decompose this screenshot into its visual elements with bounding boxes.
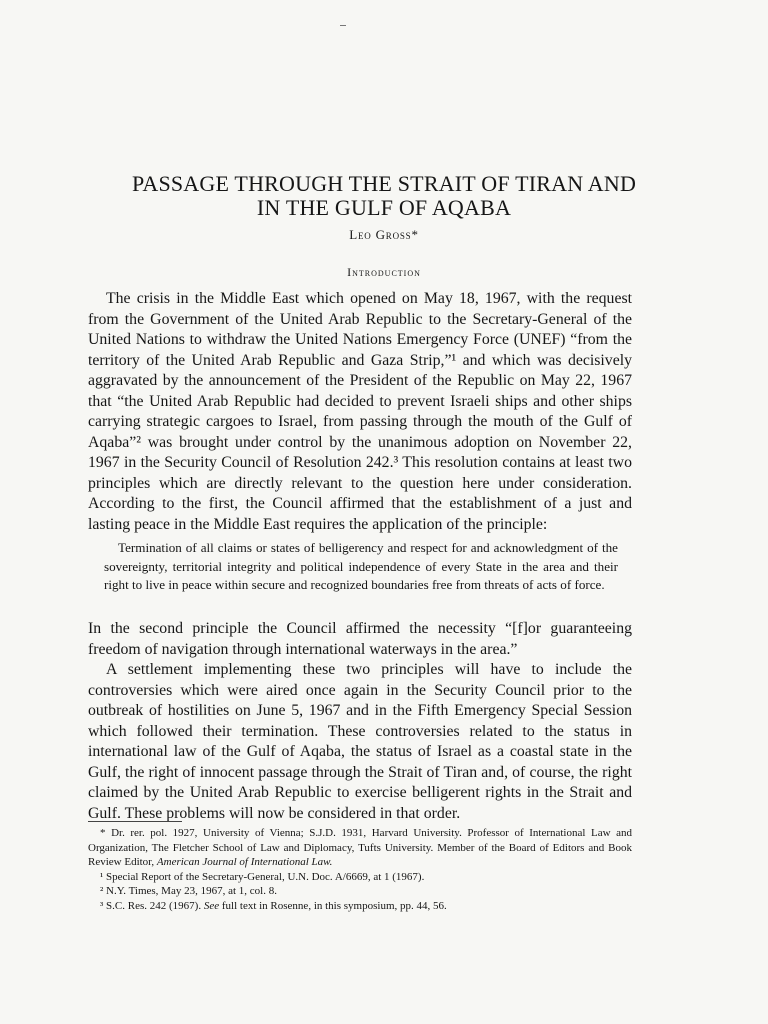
- article-title: [60, 172, 708, 220]
- block-quote: Termination of all claims or states of belligerency and respect for and acknowledgment of the sovereignty, territorial integrity and political independence of every State in the area and their right to live in peace within secure and recognized boundaries free from threats of acts of force.: [104, 540, 618, 593]
- footnote-3-source: ³ S.C. Res. 242 (1967).: [100, 899, 204, 912]
- footnote-rule: [88, 821, 182, 822]
- footnote-author-text: * Dr. rer. pol. 1927, University of Vienna; S.J.D. 1931, Harvard University. Professor of International Law and Organization, The Fletcher School of Law and Diplomacy, Tufts University. Member of the Board of Editors and Book Review Editor,: [88, 827, 632, 869]
- footnote-3-reference: full text in Rosenne, in this symposium, pp. 44, 56.: [219, 899, 447, 912]
- footnote-1: ¹ Special Report of the Secretary-General, U.N. Doc. A/6669, at 1 (1967).: [100, 870, 425, 883]
- footnotes: [88, 826, 632, 914]
- footnote-author: [88, 826, 632, 870]
- section-heading: Introduction: [347, 265, 421, 279]
- author-name: Leo Gross*: [349, 227, 419, 242]
- footnote-3: [88, 899, 632, 914]
- paragraph-1: The crisis in the Middle East which opened on May 18, 1967, with the request from the Government of the United Arab Republic to the Secretary-General of the United Nations to withdraw the United Nations Emergency Force (UNEF) “from the territory of the United Arab Republic and Gaza Strip,”¹ and which was decisively aggravated by the announcement of the President of the Republic on May 22, 1967 that “the United Arab Republic had decided to prevent Israeli ships and other ships carrying strategic cargoes to Israel, from passing through the mouth of the Gulf of Aqaba”² was brought under control by the unanimous adoption on November 22, 1967 in the Security Council of Resolution 242.³ This resolution contains at least two principles which are directly relevant to the question here under consideration. According to the first, the Council affirmed that the establishment of a just and lasting peace in the Middle East requires the application of the principle:: [88, 290, 632, 533]
- title-line-1: PASSAGE THROUGH THE STRAIT OF TIRAN AND: [131, 171, 637, 196]
- paragraph-2: In the second principle the Council affirmed the necessity “[f]or guaranteeing freedom of navigation through international waterways in the area.”: [88, 620, 632, 658]
- footnote-author-journal: American Journal of International Law.: [156, 856, 333, 869]
- title-line-2: IN THE GULF OF AQABA: [256, 195, 512, 220]
- footnote-3-see: See: [203, 899, 220, 912]
- page-mark: [340, 25, 346, 26]
- footnote-2: ² N.Y. Times, May 23, 1967, at 1, col. 8.: [100, 885, 277, 898]
- paragraph-3: A settlement implementing these two principles will have to include the controversies which were aired once again in the Security Council prior to the outbreak of hostilities on June 5, 1967 and in the Fifth Emergency Special Session which followed their termination. These controversies related to the status in international law of the Gulf of Aqaba, the status of Israel as a coastal state in the Gulf, the right of innocent passage through the Strait of Tiran and, of course, the right claimed by the United Arab Republic to exercise belligerent rights in the Strait and Gulf. These problems will now be considered in that order.: [88, 661, 632, 822]
